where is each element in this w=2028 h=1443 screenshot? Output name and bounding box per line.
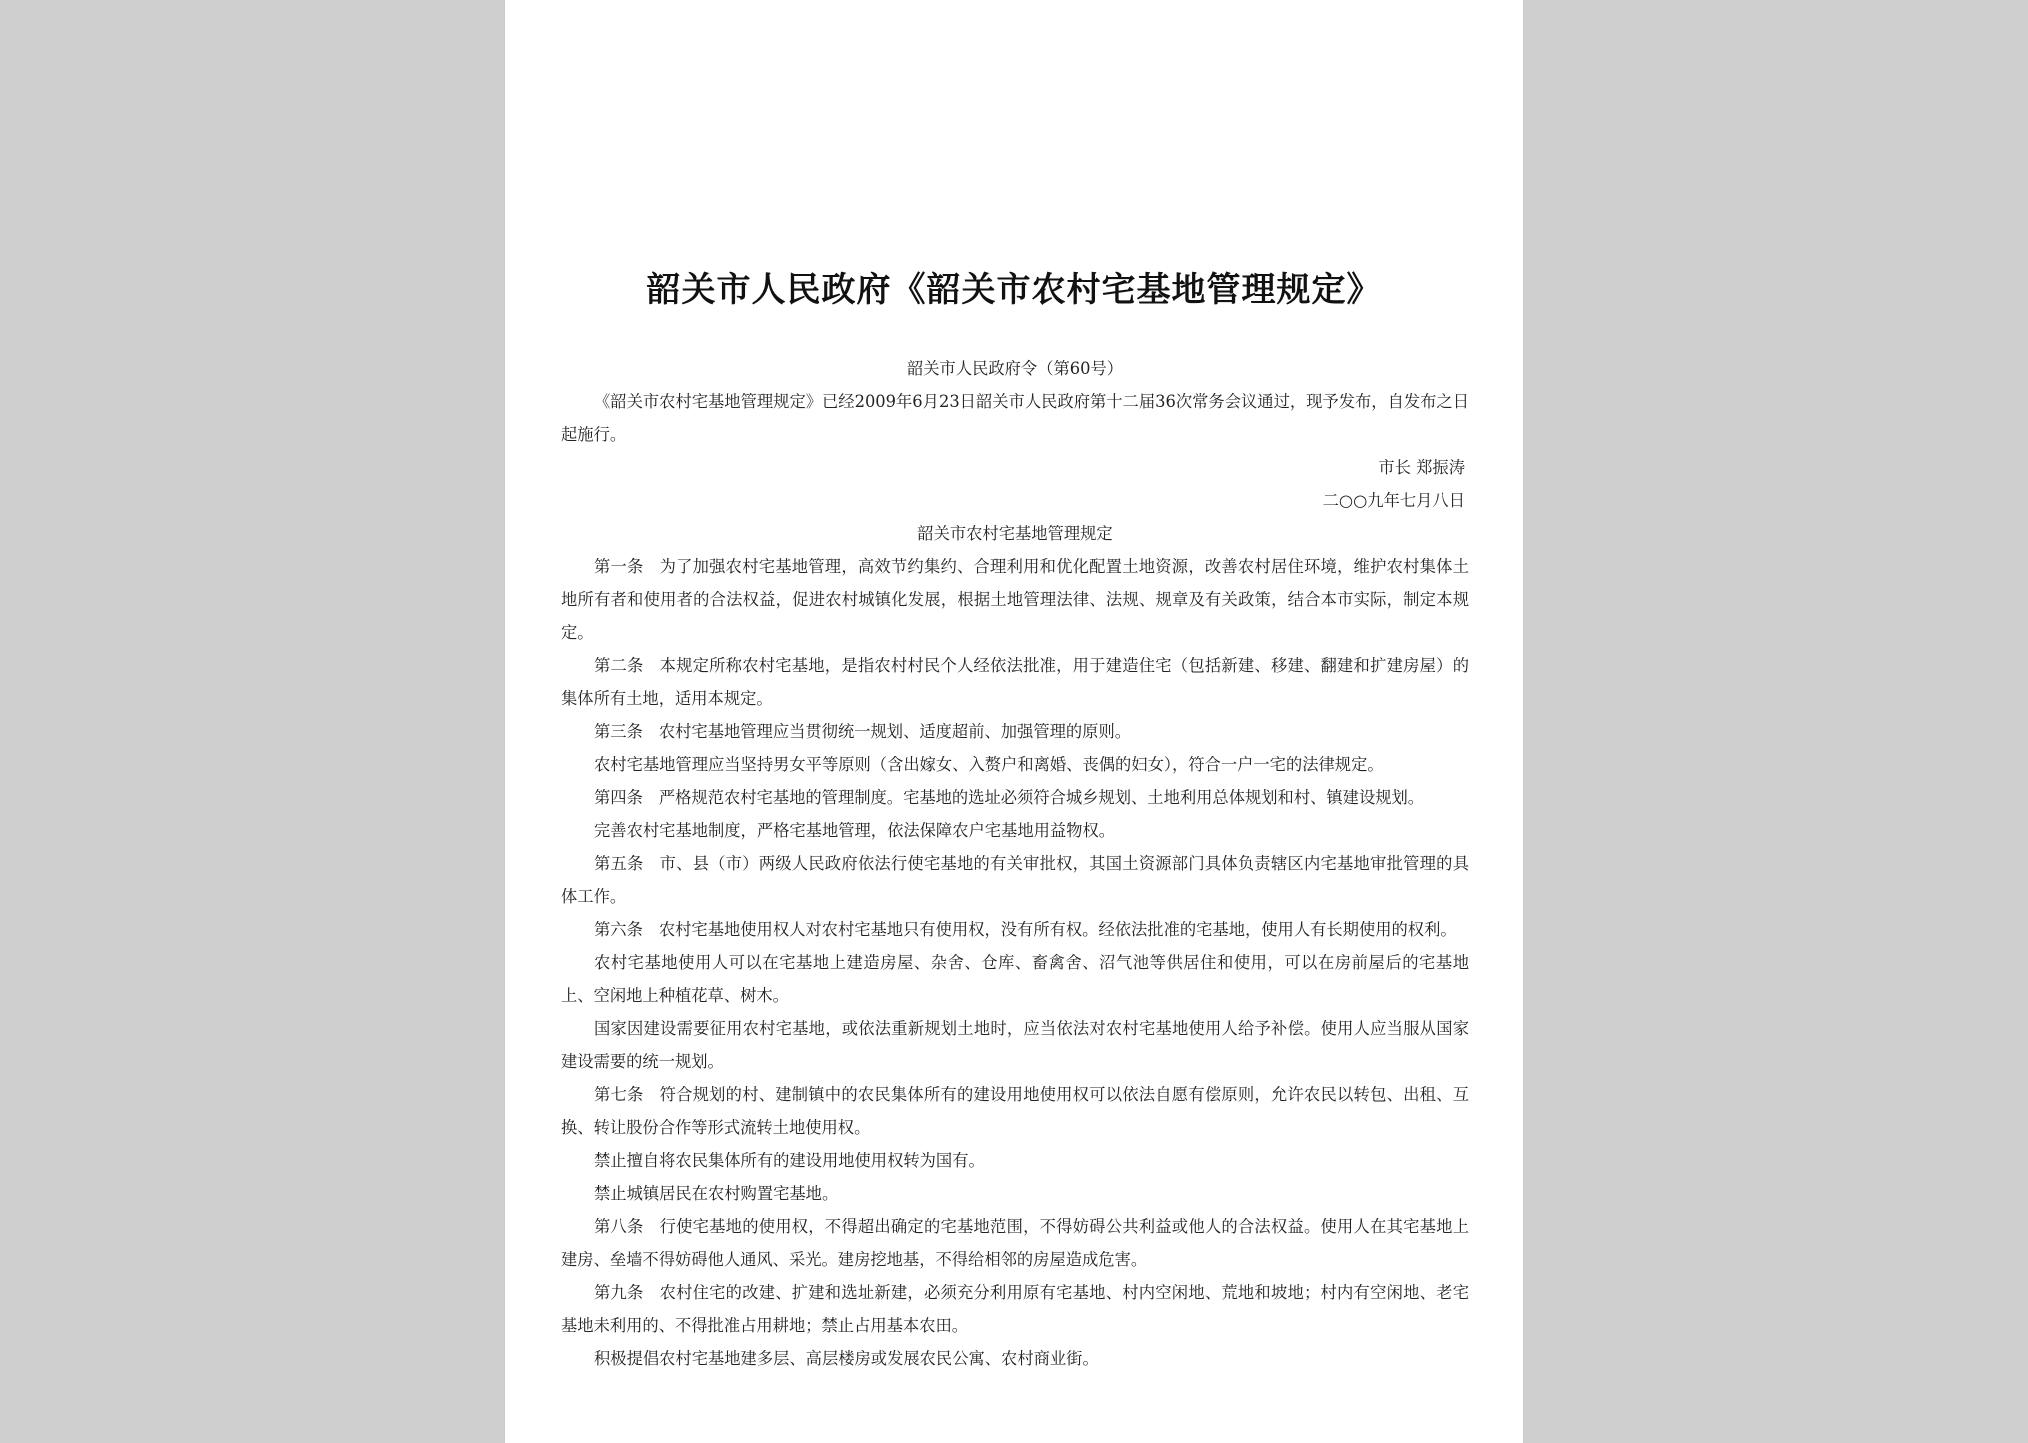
article-text: 本规定所称农村宅基地，是指农村村民个人经依法批准，用于建造住宅（包括新建、移建、翻建和扩建房屋）的集体所有土地，适用本规定。 [561,656,1469,708]
article-text: 农村住宅的改建、扩建和选址新建，必须充分利用原有宅基地、村内空闲地、荒地和坡地；村内有空闲地、老宅基地未利用的、不得批准占用耕地；禁止占用基本农田。 [561,1283,1469,1335]
article-paragraph [561,550,1469,649]
article-paragraph [561,946,1469,1012]
article-text: 农村宅基地使用权人对农村宅基地只有使用权，没有所有权。经依法批准的宅基地，使用人有长期使用的权利。 [658,920,1457,939]
article-paragraph [561,1210,1469,1276]
document-body [561,352,1469,1375]
article-number: 第三条 [594,722,643,741]
article-paragraph [561,847,1469,913]
article-number: 第一条 [594,557,644,576]
document-page [505,0,1523,1443]
article-paragraph [561,1012,1469,1078]
article-text: 行使宅基地的使用权，不得超出确定的宅基地范围，不得妨碍公共利益或他人的合法权益。使用人在其宅基地上建房、垒墙不得妨碍他人通风、采光。建房挖地基，不得给相邻的房屋造成危害。 [561,1217,1469,1269]
article-text: 国家因建设需要征用农村宅基地，或依法重新规划土地时，应当依法对农村宅基地使用人给予补偿。使用人应当服从国家建设需要的统一规划。 [561,1019,1469,1071]
article-paragraph [561,1078,1469,1144]
article-text: 禁止擅自将农民集体所有的建设用地使用权转为国有。 [594,1151,985,1170]
preamble: 《韶关市农村宅基地管理规定》已经2009年6月23日韶关市人民政府第十二届36次常务会议通过，现予发布，自发布之日起施行。 [561,392,1469,444]
article-text: 农村宅基地管理应当贯彻统一规划、适度超前、加强管理的原则。 [658,722,1132,741]
article-number: 第六条 [594,920,643,939]
article-text: 为了加强农村宅基地管理，高效节约集约、合理利用和优化配置土地资源，改善农村居住环境，维护农村集体土地所有者和使用者的合法权益，促进农村城镇化发展，根据土地管理法律、法规、规章及有关政策，结合本市实际，制定本规定。 [561,557,1469,642]
article-number: 第四条 [594,788,643,807]
article-paragraph [561,649,1469,715]
article-paragraph [561,748,1469,781]
article-text: 市、县（市）两级人民政府依法行使宅基地的有关审批权，其国土资源部门具体负责辖区内宅基地审批管理的具体工作。 [561,854,1469,906]
issue-date: 二○○九年七月八日 [1322,491,1465,510]
document-title: 韶关市人民政府《韶关市农村宅基地管理规定》 [646,270,1382,310]
article-paragraph [561,1144,1469,1177]
article-number: 第五条 [594,854,644,873]
article-number: 第二条 [594,656,644,675]
article-text: 严格规范农村宅基地的管理制度。宅基地的选址必须符合城乡规划、土地利用总体规划和村、镇建设规划。 [658,788,1425,807]
article-paragraph [561,1177,1469,1210]
article-text: 农村宅基地使用人可以在宅基地上建造房屋、杂舍、仓库、畜禽舍、沼气池等供居住和使用，可以在房前屋后的宅基地上、空闲地上种植花草、树木。 [561,953,1469,1005]
article-paragraph [561,781,1469,814]
signer: 市长 郑振涛 [1378,458,1465,477]
regulation-subtitle: 韶关市农村宅基地管理规定 [917,524,1113,543]
article-number: 第七条 [594,1085,644,1104]
article-paragraph [561,814,1469,847]
article-number: 第八条 [594,1217,644,1236]
decree-number: 韶关市人民政府令（第60号） [906,359,1124,378]
article-text: 积极提倡农村宅基地建多层、高层楼房或发展农民公寓、农村商业街。 [594,1349,1099,1368]
article-number: 第九条 [594,1283,644,1302]
article-paragraph [561,913,1469,946]
article-text: 农村宅基地管理应当坚持男女平等原则（含出嫁女、入赘户和离婚、丧偶的妇女），符合一户一宅的法律规定。 [594,755,1384,774]
article-text: 禁止城镇居民在农村购置宅基地。 [594,1184,839,1203]
article-text: 完善农村宅基地制度，严格宅基地管理，依法保障农户宅基地用益物权。 [594,821,1116,840]
article-text: 符合规划的村、建制镇中的农民集体所有的建设用地使用权可以依法自愿有偿原则，允许农民以转包、出租、互换、转让股份合作等形式流转土地使用权。 [561,1085,1469,1137]
article-paragraph [561,715,1469,748]
article-paragraph [561,1342,1469,1375]
article-paragraph [561,1276,1469,1342]
